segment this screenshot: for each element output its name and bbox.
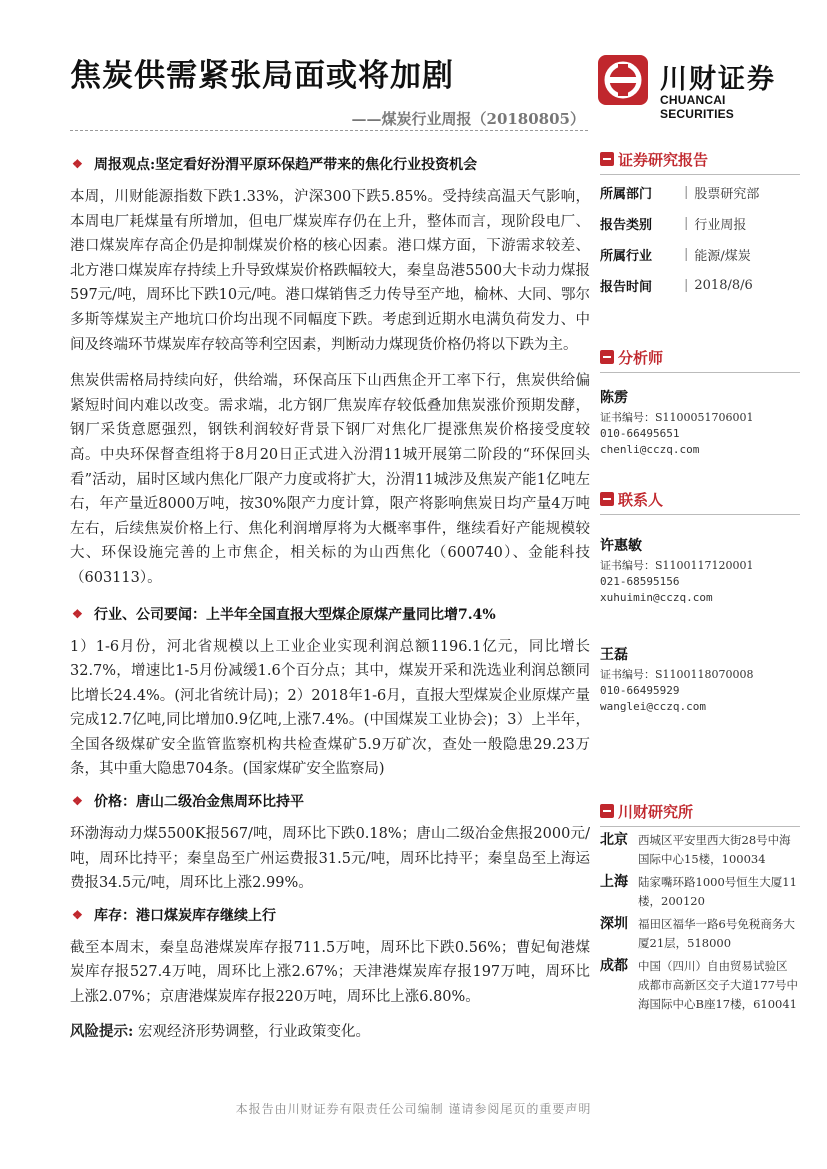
- contact-cert: 证书编号：S1100118070008: [600, 668, 754, 681]
- logo-chinese-name: 川财证券: [660, 64, 776, 95]
- header-divider: [70, 130, 588, 131]
- analyst-phone: 010-66495651: [600, 427, 680, 440]
- section-heading-price: ❖ 价格：唐山二级冶金焦周环比持平: [72, 794, 304, 811]
- divider: [600, 514, 800, 515]
- risk-text: 宏观经济形势调整，行业政策变化。: [137, 1023, 370, 1040]
- diamond-bullet-icon: ❖: [72, 907, 83, 922]
- info-row-industry: 所属行业 | 能源/煤炭: [600, 247, 751, 264]
- contact-name: 王磊: [600, 647, 628, 663]
- contact-email[interactable]: wanglei@cczq.com: [600, 700, 706, 713]
- contact-panel: [600, 488, 800, 715]
- divider: [600, 372, 800, 373]
- section-heading-inventory: ❖ 库存：港口煤炭库存继续上行: [72, 907, 276, 924]
- office-beijing: 北京 西城区平安里西大街28号中海国际中心15楼，100034: [600, 832, 791, 866]
- logo-english-name: CHUANCAI SECURITIES: [660, 93, 735, 121]
- risk-warning: [70, 1020, 590, 1041]
- footer-disclaimer: 本报告由川财证券有限责任公司编制 谨请参阅尾页的重要声明: [235, 1102, 592, 1116]
- contact-name: 许惠敏: [600, 538, 642, 554]
- section-heading-weekly-view: ❖ 周报观点:坚定看好汾渭平原环保趋严带来的焦化行业投资机会: [72, 157, 478, 173]
- diamond-bullet-icon: ❖: [72, 157, 83, 171]
- info-row-department: 所属部门 | 股票研究部: [600, 185, 760, 202]
- logo-square-icon: [600, 804, 614, 818]
- analyst-heading: 分析师: [600, 346, 800, 368]
- paragraph: 焦炭供需格局持续向好，供给端，环保高压下山西焦企开工率下行，焦炭供给偏紧短时间内难以改变。需求端，北方钢厂焦炭库存较低叠加焦炭涨价预期发酵，钢厂采货意愿强烈，钢铁利润较好背景下钢厂对焦化厂提涨焦炭价格接受度较高。中央环保督查组将于8月20日正式进入汾渭11城开展第二阶段的“环保回头看”活动，届时区域内焦化厂限产力度或将扩大，汾渭11城涉及焦炭产能1亿吨左右，年产量近8000万吨，按30%限产力度计算，限产将影响焦炭日均产量4万吨左右，后续焦炭价格上行、焦化利润增厚将为大概率事件，继续看好产能规模较大、环保设施完善的上市焦企，相关标的为山西焦化（600740）、金能科技（603113）。: [70, 373, 590, 586]
- institute-heading: 川财研究所: [600, 800, 800, 822]
- analyst-cert: 证书编号：S1100051706001: [600, 411, 754, 424]
- report-info-panel: [600, 148, 800, 301]
- paragraph: 环渤海动力煤5500K报567/吨，周环比下跌0.18%；唐山二级冶金焦报2000元/吨，周环比持平；秦皇岛至广州运费报31.5元/吨，周环比持平；秦皇岛至上海运费报34.5元/吨，周环比上涨2.99%。: [70, 826, 590, 892]
- office-shenzhen: 深圳 福田区福华一路6号免税商务大厦21层，518000: [600, 916, 795, 950]
- diamond-bullet-icon: ❖: [72, 794, 83, 809]
- info-row-category: 报告类别 | 行业周报: [600, 216, 747, 233]
- chuancai-logo-icon: [598, 55, 648, 105]
- report-subtitle: ——煤炭行业周报（20180805）: [351, 110, 585, 128]
- contact-card: [600, 644, 800, 715]
- divider: [600, 174, 800, 175]
- analyst-email[interactable]: chenli@cczq.com: [600, 443, 700, 456]
- main-content: [70, 145, 590, 1041]
- contact-heading: 联系人: [600, 488, 800, 510]
- logo-square-icon: [600, 350, 614, 364]
- contact-cert: 证书编号：S1100117120001: [600, 559, 754, 572]
- analyst-panel: [600, 346, 800, 458]
- report-title: 焦炭供需紧张局面或将加剧: [70, 58, 454, 94]
- institute-panel: [600, 800, 800, 1014]
- divider: [600, 826, 800, 827]
- contact-card: [600, 535, 800, 606]
- contact-phone: 021-68595156: [600, 575, 680, 588]
- analyst-card: [600, 387, 800, 458]
- logo-square-icon: [600, 152, 614, 166]
- paragraph: 截至本周末，秦皇岛港煤炭库存报711.5万吨，周环比下跌0.56%；曹妃甸港煤炭库存报527.4万吨，周环比上涨2.67%；天津港煤炭库存报197万吨，周环比上涨2.07%；京唐港煤炭库存报220万吨，周环比上涨6.80%。: [70, 939, 590, 1006]
- office-shanghai: 上海 陆家嘴环路1000号恒生大厦11楼，200120: [600, 874, 797, 908]
- section-heading-industry-news: ❖ 行业、公司要闻：上半年全国直报大型煤企原煤产量同比增7.4%: [72, 606, 496, 623]
- diamond-bullet-icon: ❖: [72, 606, 83, 621]
- company-logo: [598, 55, 798, 121]
- paragraph: 1）1-6月份，河北省规模以上工业企业实现利润总额1196.1亿元，同比增长32.7%，增速比1-5月份减缓1.6个百分点；其中，煤炭开采和洗选业利润总额同比增长24.4%。(河北省统计局)；2）2018年1-6月，直报大型煤炭企业原煤产量完成12.7亿吨,同比增加0.9亿吨,上涨7.4%。(中国煤炭工业协会)；3）上半年，全国各级煤矿安全监管监察机构共检查煤矿5.9万矿次，查处一般隐患29.23万条，其中重大隐患704条。(国家煤矿安全监察局): [70, 638, 590, 778]
- risk-label: 风险提示:: [70, 1022, 134, 1040]
- office-chengdu: 成都 中国（四川）自由贸易试验区成都市高新区交子大道177号中海国际中心B座17楼，610041: [600, 958, 798, 1011]
- paragraph: 本周，川财能源指数下跌1.33%，沪深300下跌5.85%。受持续高温天气影响，本周电厂耗煤量有所增加，但电厂煤炭库存仍在上升，整体而言，现阶段电厂、港口煤炭库存高企仍是抑制煤炭价格的核心因素。港口煤方面，下游需求较差、北方港口煤炭库存持续上升导致煤炭价格跌幅较大，秦皇岛港5500大卡动力煤报597元/吨，周环比下跌10元/吨。港口煤销售乏力传导至产地，榆林、大同、鄂尔多斯等煤炭主产地坑口价均出现不同幅度下跌。考虑到近期水电满负荷发力、中间及终端环节煤炭库存较高等利空因素，判断动力煤现货价格仍将以下跌为主。: [70, 189, 590, 353]
- report-info-heading: 证券研究报告: [600, 148, 800, 170]
- logo-square-icon: [600, 492, 614, 506]
- analyst-name: 陈雳: [600, 390, 628, 406]
- contact-phone: 010-66495929: [600, 684, 680, 697]
- info-row-date: 报告时间 | 2018/8/6: [600, 278, 753, 295]
- contact-email[interactable]: xuhuimin@cczq.com: [600, 591, 713, 604]
